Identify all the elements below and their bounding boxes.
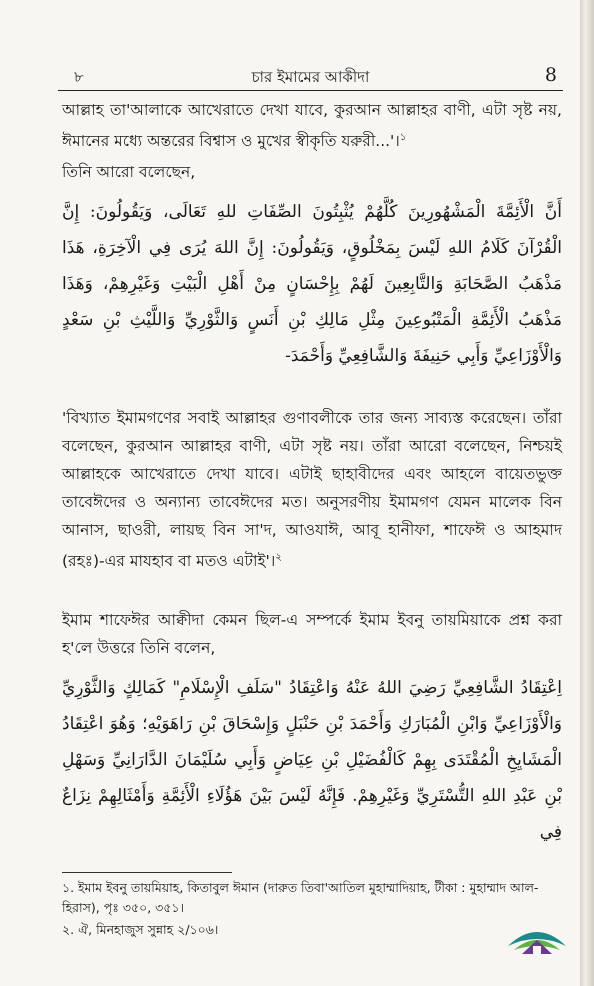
publisher-logo-icon <box>500 916 574 966</box>
footnote-divider <box>62 872 232 873</box>
left-page-number: ৮ <box>74 68 84 86</box>
arabic-quote-1: أَنَّ الْأَئِمَّةَ الْمَشْهُورِينَ كُلَّهُمْ يُثْبِتُونَ الصِّفَاتِ للهِ تَعَالَى، وَيَقُولُونَ: إِنَّ الْقُرْآنَ كَلَامُ اللهِ لَيْسَ بِمَخْلُوقٍ، وَيَقُولُونَ: إِنَّ اللهَ يُرَى فِي الْآخِرَةِ، هَذَا مَذْهَبُ الصَّحَابَةِ وَالتَّابِعِينَ لَهُمْ بِإِحْسَانٍ مِنْ أَهْلِ الْبَيْتِ وَغَيْرِهِمْ، وَهَذَا مَذْهَبُ الْأَئِمَّةِ الْمَتْبُوعِينَ مِثْلِ مَالِكِ بْنِ أَنَسٍ وَالثَّوْرِيِّ وَاللَّيْثِ بْنِ سَعْدٍ وَالْأَوْزَاعِيِّ وَأَبِي حَنِيفَةَ وَالشَّافِعِيِّ وَأَحْمَدَ- <box>62 202 562 366</box>
paragraph-4: ইমাম শাফেঈর আক্বীদা কেমন ছিল-এ সম্পর্কে ইমাম ইবনু তায়মিয়াকে প্রশ্ন করা হ'লে উত্তরে তিনি বলেন, <box>62 611 562 657</box>
page-edge <box>580 0 594 986</box>
running-title: চার ইমামের আকীদা <box>251 68 370 86</box>
page-header <box>58 60 563 91</box>
footnote-1: ১. ইমাম ইবনু তায়মিয়াহ, কিতাবুল ঈমান (দারুত তিবা'আতিল মুহাম্মাদিয়াহ, টীকা : মুহাম্মাদ আল-হিরাস), পৃঃ ৩৫০, ৩৫১। <box>62 880 539 915</box>
footnote-ref-2: ২ <box>275 552 282 563</box>
paragraph-1-text: আল্লাহ তা'আলাকে আখেরাতে দেখা যাবে, কুরআন আল্লাহর বাণী, এটা সৃষ্ট নয়, ঈমানের মধ্যে অন্তরের বিশ্বাস ও মুখের স্বীকৃতি যরুরী...'। <box>62 101 562 151</box>
footnote-ref-1: ১ <box>399 132 407 143</box>
paragraph-2: তিনি আরো বলেছেন, <box>62 163 196 181</box>
arabic-quote-2: اِعْتِقَادُ الشَّافِعِيِّ رَضِيَ اللهُ عَنْهُ وَاعْتِقَادُ "سَلَفِ الْإِسْلَامِ" كَمَالِكٍ وَالثَّوْرِيِّ وَالْأَوْزَاعِيِّ وَابْنِ الْمُبَارَكِ وَأَحْمَدَ بْنِ حَنْبَلٍ وَإِسْحَاقَ بْنِ رَاهَوَيْهِ؛ وَهُوَ اعْتِقَادُ الْمَشَايِخِ الْمُقْتَدَى بِهِمْ كَالْفُضَيْلِ بْنِ عِيَاضٍ وَأَبِي سُلَيْمَانَ الدَّارَانِيِّ وَسَهْلِ بْنِ عَبْدِ اللهِ التُّسْتَرِيِّ وَغَيْرِهِمْ. فَإِنَّهُ لَيْسَ بَيْنَ هَؤُلَاءِ الْأَئِمَّةِ وَأَمْثَالِهِمْ نِزَاعٌ فِي <box>62 678 562 842</box>
paragraph-3 <box>62 404 562 575</box>
paragraph-1 <box>62 96 562 155</box>
footnote-2: ২. ঐ, মিনহাজুস সুন্নাহ ২/১০৬। <box>62 922 219 937</box>
paragraph-3-text: 'বিখ্যাত ইমামগণের সবাই আল্লাহর গুণাবলীকে তার জন্য সাব্যস্ত করেছেন। তাঁরা বলেছেন, কুরআন আল্লাহর বাণী, এটা সৃষ্ট নয়। তাঁরা আরো বলেছেন, নিশ্চয়ই আল্লাহকে আখেরাতে দেখা যাবে। এটাই ছাহাবীদের এবং আহলে বায়েতভুক্ত তাবেঈদের ও অন্যান্য তাবেঈদের মত। অনুসরণীয় ইমামগণ যেমন মালেক বিন আনাস, ছাওরী, লায়ছ বিন সা'দ, আওযাঈ, আবূ হানীফা, শাফেঈ ও আহমাদ (রহঃ)-এর মাযহাব বা মতও এটাই'। <box>62 409 562 571</box>
right-page-number: 8 <box>544 64 557 86</box>
